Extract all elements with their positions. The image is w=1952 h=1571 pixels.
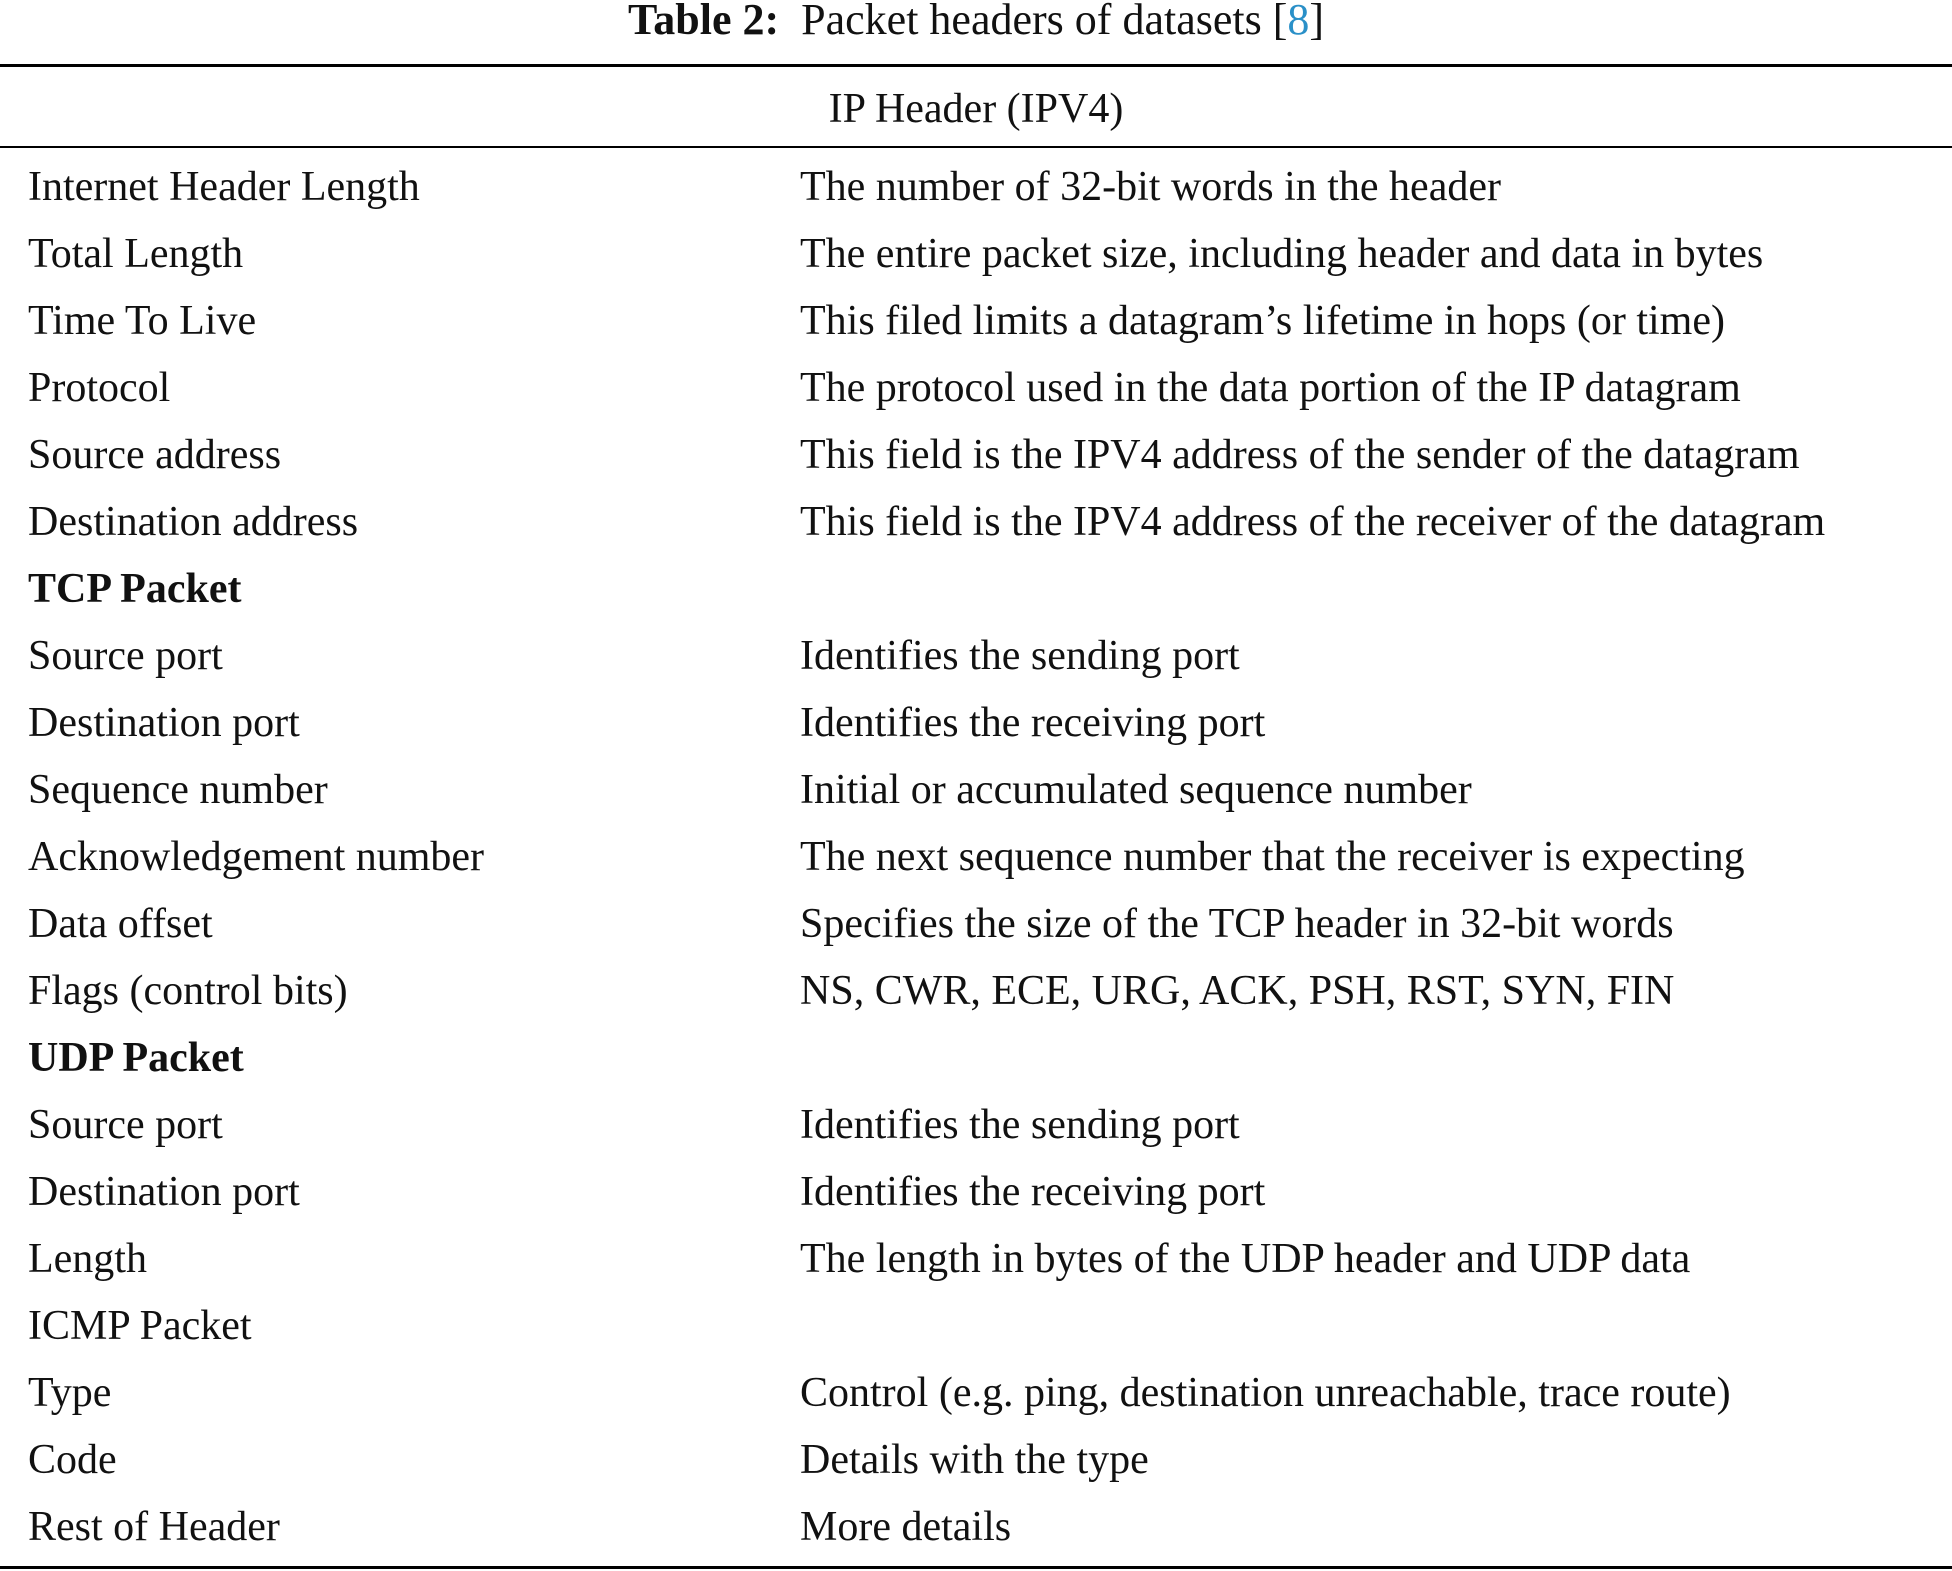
caption-label: Table 2: [627, 0, 780, 44]
section-title: TCP Packet [28, 566, 242, 612]
field-name: Source address [28, 432, 282, 478]
field-name: Destination address [28, 499, 359, 545]
table-row [0, 1494, 1952, 1561]
citation-link[interactable]: 8 [1287, 0, 1310, 44]
table-row [0, 489, 1952, 556]
table-row [0, 1226, 1952, 1293]
field-description: The length in bytes of the UDP header and UDP data [800, 1236, 1691, 1282]
field-name: Type [28, 1370, 112, 1416]
table-row [0, 690, 1952, 757]
field-description: This field is the IPV4 address of the sender of the datagram [800, 432, 1800, 478]
section-title: ICMP Packet [28, 1303, 252, 1349]
field-name: Source port [28, 1102, 223, 1148]
field-name: Data offset [28, 901, 213, 947]
field-description: The number of 32-bit words in the header [800, 164, 1501, 210]
table-row [0, 824, 1952, 891]
field-name: Code [28, 1437, 117, 1483]
field-description: NS, CWR, ECE, URG, ACK, PSH, RST, SYN, FIN [800, 968, 1675, 1014]
table-row [0, 288, 1952, 355]
field-name: Flags (control bits) [28, 968, 348, 1014]
field-name: Time To Live [28, 298, 257, 344]
table-row [0, 1360, 1952, 1427]
field-name: Source port [28, 633, 223, 679]
field-name: Length [28, 1236, 147, 1282]
field-name: Internet Header Length [28, 164, 420, 210]
field-name: Destination port [28, 700, 300, 746]
field-description: This field is the IPV4 address of the receiver of the datagram [800, 499, 1826, 545]
table-row [0, 1427, 1952, 1494]
section-row-icmp [0, 1293, 1952, 1360]
caption-close: ] [1309, 0, 1325, 44]
table-row [0, 958, 1952, 1025]
field-description: This filed limits a datagram’s lifetime in hops (or time) [800, 298, 1725, 344]
field-description: Details with the type [800, 1437, 1149, 1483]
field-name: Total Length [28, 231, 244, 277]
field-description: The next sequence number that the receiver is expecting [800, 834, 1745, 880]
section-row-udp [0, 1025, 1952, 1092]
field-description: Identifies the receiving port [800, 700, 1266, 746]
field-description: Identifies the receiving port [800, 1169, 1266, 1215]
section-row-tcp [0, 556, 1952, 623]
field-name: Destination port [28, 1169, 300, 1215]
table-body [0, 154, 1952, 1561]
table-row [0, 891, 1952, 958]
ip-header-heading: IP Header (IPV4) [828, 86, 1124, 132]
field-name: Sequence number [28, 767, 328, 813]
table-row [0, 1159, 1952, 1226]
field-name: Acknowledgement number [28, 834, 485, 880]
section-title: UDP Packet [28, 1035, 244, 1081]
table-row [0, 422, 1952, 489]
field-description: Control (e.g. ping, destination unreachable, trace route) [800, 1370, 1731, 1416]
bottom-rule [0, 1566, 1952, 1569]
top-rule [0, 64, 1952, 67]
table-row [0, 623, 1952, 690]
field-name: Protocol [28, 365, 171, 411]
field-description: Specifies the size of the TCP header in 32-bit words [800, 901, 1674, 947]
caption-text: Packet headers of datasets [ [801, 0, 1288, 44]
table-row [0, 355, 1952, 422]
table-row [0, 154, 1952, 221]
field-description: Identifies the sending port [800, 633, 1240, 679]
table-row [0, 1092, 1952, 1159]
field-description: The entire packet size, including header and data in bytes [800, 231, 1764, 277]
field-name: Rest of Header [28, 1504, 280, 1550]
table-caption [0, 0, 1952, 46]
header-rule [0, 146, 1952, 148]
table-row [0, 757, 1952, 824]
field-description: Initial or accumulated sequence number [800, 767, 1472, 813]
table-row [0, 221, 1952, 288]
field-description: More details [800, 1504, 1012, 1550]
field-description: Identifies the sending port [800, 1102, 1240, 1148]
field-description: The protocol used in the data portion of the IP datagram [800, 365, 1741, 411]
